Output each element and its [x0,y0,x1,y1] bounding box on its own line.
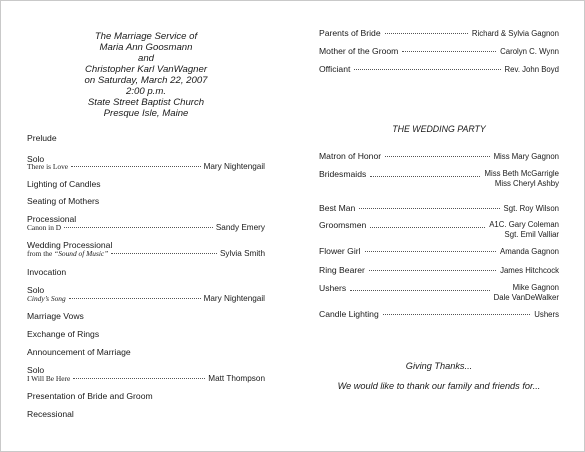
dot-leader [385,33,468,34]
performer-name: Sandy Emery [215,223,265,232]
dot-leader [73,378,205,379]
dot-leader [71,166,201,167]
role-label: Flower Girl [319,246,361,256]
program-candles: Lighting of Candles [27,179,101,189]
person-names [489,220,559,240]
program-mothers: Seating of Mothers [27,196,100,206]
program-presentation: Presentation of Bride and Groom [27,391,153,401]
program-solo-label: Solo [27,285,45,295]
person-names [484,169,559,189]
role-label: Officiant [319,64,351,74]
candle-lighting-row [319,309,559,320]
header-line: State Street Baptist Church [87,97,205,108]
program-solo-label: Solo [27,365,45,375]
person-name: Miss Beth McGarrigle [484,169,559,178]
program-rings: Exchange of Rings [27,329,100,339]
dot-leader [383,314,531,315]
matron-of-honor-row [319,151,559,162]
role-label: Ring Bearer [319,265,365,275]
program-solo-detail [27,294,265,303]
program-processional-detail [27,223,265,232]
work-title: Canon in D [27,223,62,232]
ring-bearer-row [319,265,559,276]
person-name: Sgt. Emil Valliar [504,230,559,239]
role-label: Bridesmaids [319,169,367,179]
program-solo-detail [27,374,265,383]
program-wedding-processional-label: Wedding Processional [27,240,113,250]
program-solo-label: Solo [27,154,45,164]
bridesmaids-row [319,169,559,189]
person-name: James Hitchcock [500,266,559,275]
person-name: Miss Cheryl Ashby [494,179,559,188]
dot-leader [369,270,496,271]
person-name: Rev. John Boyd [504,65,559,74]
program-wedding-processional-detail [27,249,265,258]
program-processional-label: Processional [27,214,77,224]
work-title: I Will Be Here [27,374,71,383]
work-title: There is Love [27,162,69,171]
officiant-row [319,64,559,75]
program-announcement: Announcement of Marriage [27,347,131,357]
work-prefix: from the [27,249,55,258]
dot-leader [402,51,496,52]
dot-leader [370,227,485,228]
program-solo-detail [27,162,265,171]
giving-thanks-title: Giving Thanks... [405,361,473,371]
header-line: Presque Isle, Maine [103,108,189,119]
person-name: Mike Gagnon [512,283,559,292]
person-name: Amanda Gagnon [500,247,559,256]
header-line: Maria Ann Goosmann [99,42,193,53]
person-name: Miss Mary Gagnon [493,152,559,161]
person-name: Sgt. Roy Wilson [503,204,559,213]
person-name: Richard & Sylvia Gagnon [471,29,559,38]
dot-leader [365,251,497,252]
thanks-message: We would like to thank our family and friends for... [337,381,541,391]
performer-name: Matt Thompson [208,374,265,383]
service-header [27,31,265,119]
person-names [494,283,559,303]
role-label: Matron of Honor [319,151,382,161]
dot-leader [385,156,489,157]
program-invocation: Invocation [27,267,67,277]
work-title-italic: Cindy’s Song [27,294,66,303]
dot-leader [64,227,213,228]
flower-girl-row [319,246,559,257]
performer-name: Sylvia Smith [219,249,265,258]
role-label: Parents of Bride [319,28,381,38]
role-label: Candle Lighting [319,309,379,319]
header-line: 2:00 p.m. [126,86,166,97]
work-title [27,294,66,303]
work-title [27,249,108,258]
role-label: Best Man [319,203,356,213]
performer-name: Mary Nightengail [203,294,265,303]
header-line: Christopher Karl VanWagner [84,64,208,75]
dot-leader [69,298,201,299]
dot-leader [359,208,499,209]
groomsmen-row [319,220,559,240]
dot-leader [370,176,480,177]
best-man-row [319,203,559,214]
header-line: on Saturday, March 22, 2007 [84,75,208,86]
program-recessional: Recessional [27,409,74,419]
role-label: Groomsmen [319,220,367,230]
dot-leader [354,69,500,70]
header-line: and [137,53,154,64]
wedding-party-title: THE WEDDING PARTY [392,124,486,134]
performer-name: Mary Nightengail [203,162,265,171]
program-vows: Marriage Vows [27,311,84,321]
role-label: Mother of the Groom [319,46,399,56]
person-name: Dale VanDeWalker [493,293,559,302]
program-prelude: Prelude [27,133,57,143]
dot-leader [111,253,217,254]
parents-of-bride-row [319,28,559,39]
dot-leader [350,290,489,291]
mother-of-groom-row [319,46,559,57]
header-line: The Marriage Service of [94,31,198,42]
person-name: A1C. Gary Coleman [489,220,559,229]
person-name: Carolyn C. Wynn [500,47,559,56]
work-title-italic: “Sound of Music” [54,249,109,258]
person-name: Ushers [534,310,559,319]
ushers-row [319,283,559,303]
role-label: Ushers [319,283,347,293]
